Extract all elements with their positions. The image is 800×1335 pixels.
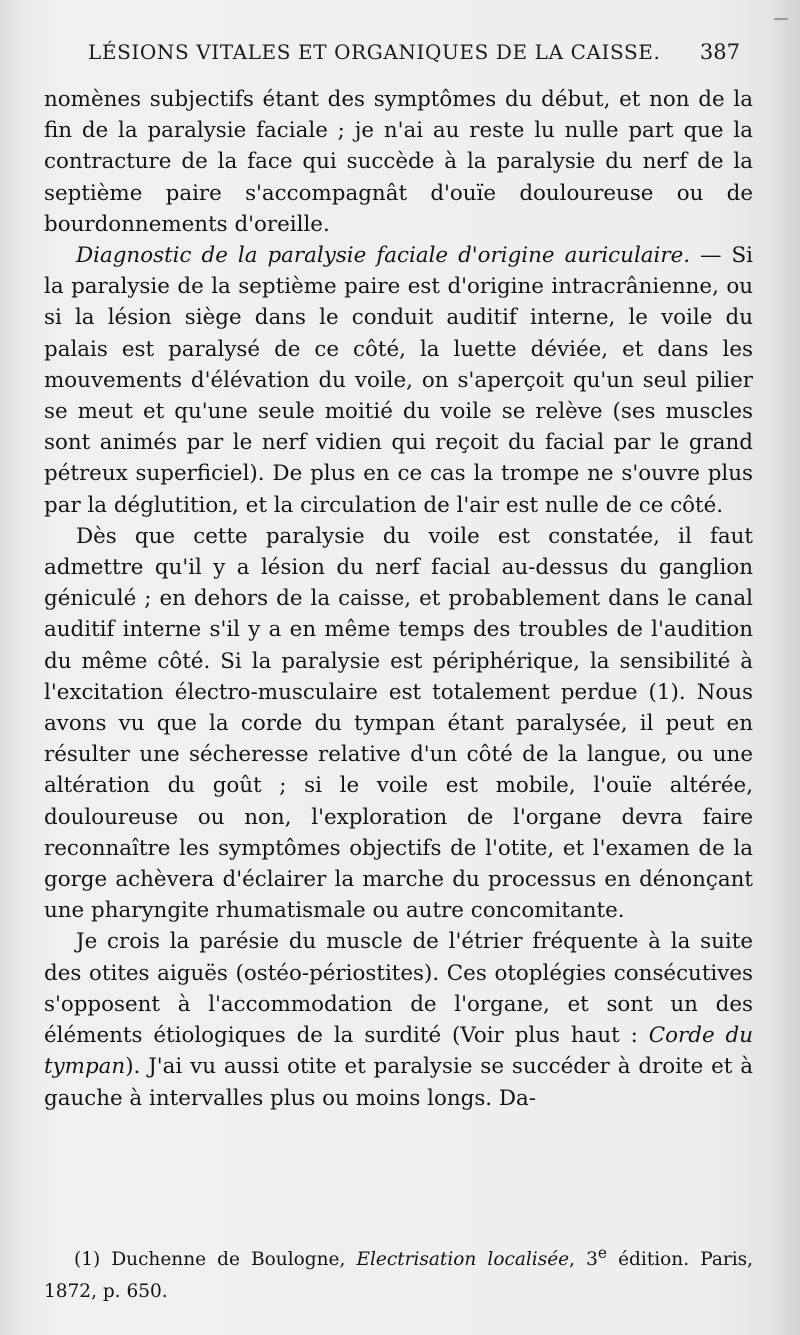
footnote-area — [44, 1238, 753, 1307]
paragraph-continuation — [44, 84, 753, 240]
footnote-author: Duchenne de Boulogne, — [100, 1249, 357, 1271]
paragraph-text: nomènes subjectifs étant des symptômes du début, et non de la fin de la paralysie faciale ; je n'ai au reste lu nulle part que la contracture de la face qui succède à la paralysie du nerf de la septième paire s'accompagnât d'ouïe douloureuse ou de bourdonnements d'oreille. — [44, 87, 753, 237]
paragraph-diagnostic — [44, 240, 753, 521]
cross-reference: Corde du tympan — [44, 1023, 753, 1080]
footnote-edition: , 3 — [569, 1249, 598, 1271]
paragraph-text: — Si la paralysie de la septième paire est d'origine intracrânienne, ou si la lésion siège dans le conduit auditif interne, le voile du palais est paralysé de ce côté, la luette déviée, et dans les mouvements d'élévation du voile, on s'aperçoit qu'un seul pilier se meut et qu'une seule moitié du voile se relève (ses muscles sont animés par le nerf vidien qui reçoit du facial par le grand pétreux superficiel). De plus en ce cas la trompe ne s'ouvre plus par la déglutition, et la circulation de l'air est nulle de ce côté. — [44, 243, 753, 518]
section-heading: Diagnostic de la paralysie faciale d'origine auriculaire. — [76, 243, 691, 269]
footnote-edition-superscript: e — [597, 1244, 607, 1262]
page-edge-mark — [774, 18, 788, 20]
footnote-title: Electrisation localisée — [356, 1249, 570, 1271]
paragraph-text: Dès que cette paralysie du voile est constatée, il faut admettre qu'il y a lésion du nerf facial au-dessus du ganglion géniculé ; en dehors de la caisse, et probablement dans le canal auditif interne s'il y a en même temps des troubles de l'audition du même côté. Si la paralysie est périphérique, la sensibilité à l'excitation électro-musculaire est totalement perdue (1). Nous avons vu que la corde du tympan étant paralysée, il peut en résulter une sécheresse relative d'un côté de la langue, ou une altération du goût ; si le voile est mobile, l'ouïe altérée, douloureuse ou non, l'exploration de l'organe devra faire reconnaître les symptômes objectifs de l'otite, et l'examen de la gorge achèvera d'éclairer la marche du processus en dénonçant une pharyngite rhumatismale ou autre concomitante. — [44, 523, 753, 924]
paragraph-paralysie-voile — [44, 521, 753, 927]
running-head — [88, 40, 740, 70]
paragraph-paresie-etrier — [44, 926, 753, 1113]
paragraph-text: ). J'ai vu aussi otite et paralysie se succéder à droite et à gauche à intervalles plus ou moins longs. Da- — [44, 1054, 753, 1111]
footnote-rest: édition. Paris, 1872, p. 650. — [44, 1249, 753, 1302]
main-text — [44, 84, 753, 1114]
footnote — [44, 1238, 753, 1307]
footnote-marker: (1) — [74, 1249, 101, 1271]
running-title: LÉSIONS VITALES ET ORGANIQUES DE LA CAISSE. — [88, 40, 661, 64]
page-number: 387 — [699, 40, 740, 64]
paragraph-text: Je crois la parésie du muscle de l'étrier fréquente à la suite des otites aiguës (ostéo-périostites). Ces otoplégies consécutives s'opposent à l'accommodation de l'organe, et sont un des éléments étiologiques de la surdité (Voir plus haut : — [44, 929, 753, 1049]
